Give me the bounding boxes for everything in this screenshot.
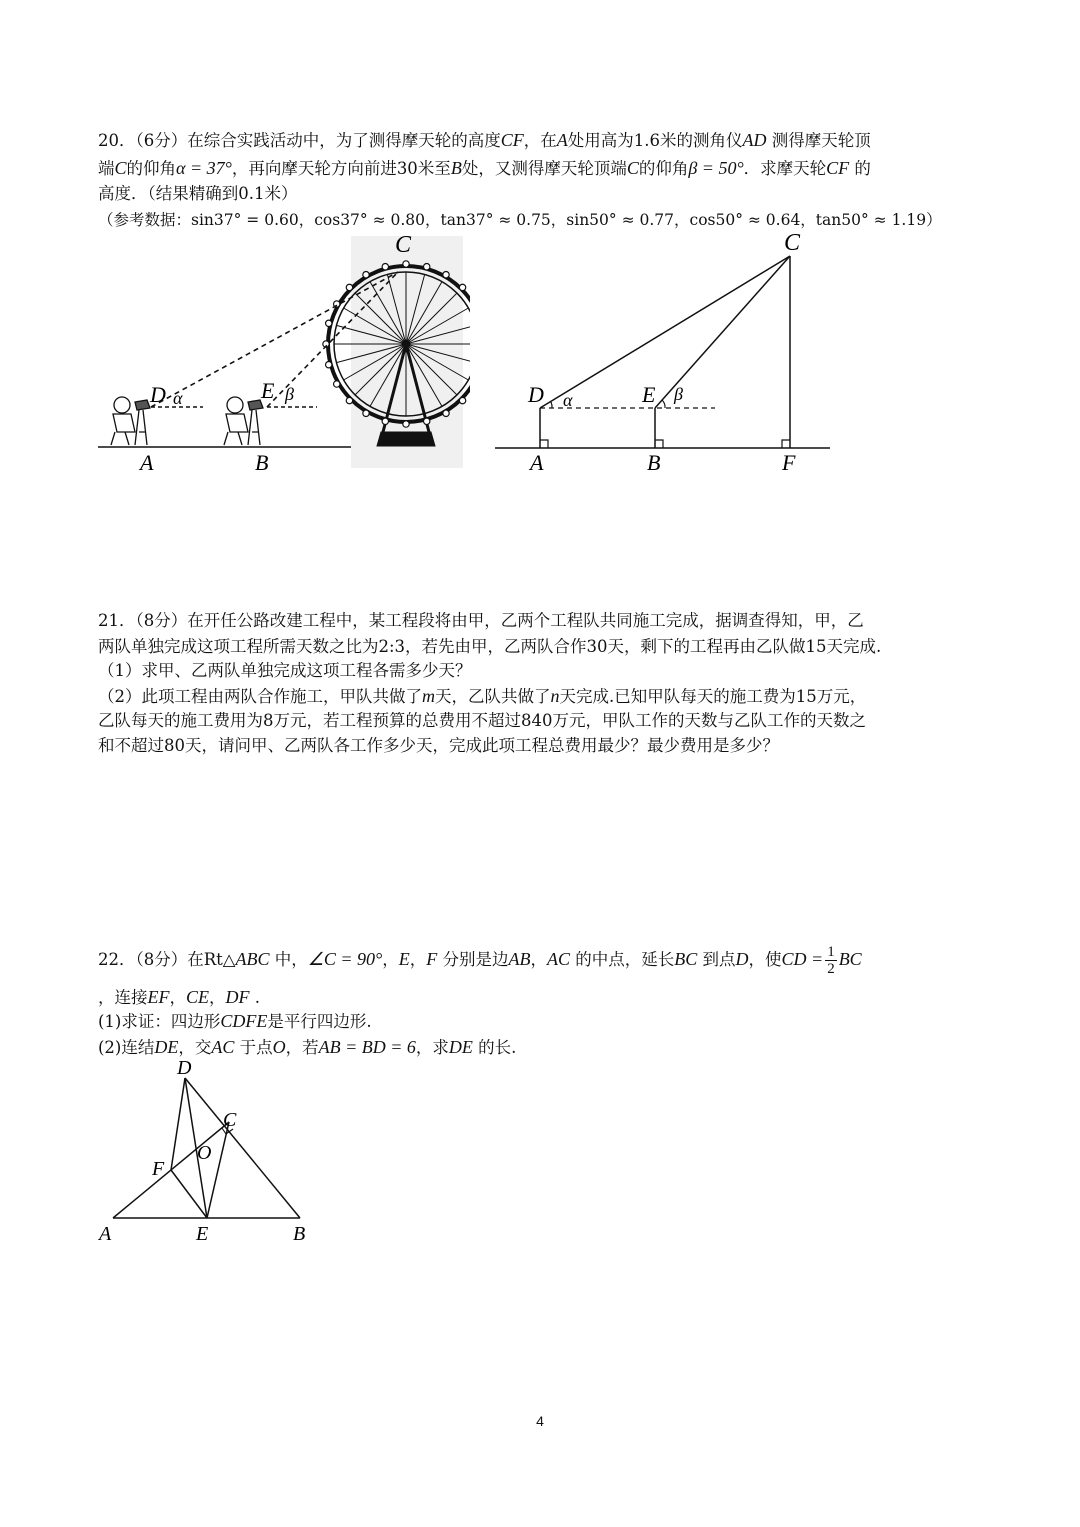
- q22-ef: EF: [147, 987, 170, 1007]
- q20-text: 的仰角: [126, 159, 177, 178]
- cabin-icon: [363, 272, 369, 278]
- q20-c: C: [626, 158, 639, 178]
- cabin-icon: [346, 284, 352, 290]
- q22-text: ，交: [178, 1038, 212, 1057]
- q22-df: DF: [225, 987, 250, 1007]
- q22-line2: [98, 986, 260, 1009]
- cabin-icon: [403, 261, 409, 267]
- q20-c: C: [114, 158, 127, 178]
- q22-text: (1)求证：四边形: [98, 1012, 221, 1031]
- q20-text: 的仰角: [638, 159, 689, 178]
- q20-line2: [98, 157, 871, 180]
- q22-angle: ∠C = 90°: [307, 949, 383, 969]
- label-d: D: [150, 382, 166, 407]
- right-angle-a: [540, 440, 548, 448]
- q22-ab: AB: [508, 949, 531, 969]
- label-e: E: [642, 382, 656, 407]
- q22-text: 的长.: [472, 1038, 517, 1057]
- q22-o: O: [272, 1037, 286, 1057]
- angle-beta-arc: [662, 400, 665, 408]
- q20-text: 处用高为1.6米的测角仪: [567, 131, 743, 150]
- q22-text: 到点: [697, 950, 736, 969]
- q22-triangle-figure: [95, 1058, 325, 1248]
- q20-beta: β = 50°: [688, 158, 744, 178]
- cabin-icon: [326, 320, 332, 326]
- q22-part2: [98, 1036, 516, 1059]
- q21-line1: 21．（8分）在开任公路改建工程中，某工程段将由甲，乙两个工程队共同施工完成，据调查得知，甲，乙: [98, 611, 864, 630]
- label-alpha: α: [563, 390, 573, 410]
- page-number: 4: [536, 1413, 544, 1429]
- q22-text: ，: [409, 950, 427, 969]
- label-o: O: [197, 1142, 212, 1164]
- q20-ferris-wheel-figure: [95, 232, 470, 477]
- label-a: A: [140, 450, 154, 475]
- q22-text: 于点: [234, 1038, 273, 1057]
- label-beta: β: [285, 384, 294, 404]
- q22-de: DE: [448, 1037, 473, 1057]
- q22-text: ，使: [748, 950, 782, 969]
- q22-abc: ABC: [235, 949, 270, 969]
- q20-text: 处，又测得摩天轮顶端: [461, 159, 627, 178]
- cabin-icon: [459, 284, 465, 290]
- q21-n: n: [550, 686, 560, 706]
- label-d: D: [177, 1058, 192, 1079]
- q22-part1: [98, 1010, 372, 1033]
- label-a: A: [530, 450, 544, 475]
- segment-ec: [207, 1122, 229, 1218]
- q22-bc: BC: [838, 949, 862, 969]
- q22-text: ，求: [415, 1038, 449, 1057]
- q22-text: 的中点，延长: [570, 950, 675, 969]
- q20-text: ．求摩天轮: [743, 159, 827, 178]
- label-c: C: [395, 232, 412, 258]
- q20-ad: AD: [742, 130, 767, 150]
- label-f: F: [782, 450, 796, 475]
- q20-text: 端: [98, 159, 115, 178]
- q21-m: m: [422, 686, 435, 706]
- right-angle-f: [782, 440, 790, 448]
- fraction-denominator: 2: [827, 961, 835, 977]
- label-c: C: [223, 1109, 237, 1131]
- cabin-icon: [363, 410, 369, 416]
- angle-alpha-arc: [551, 402, 552, 408]
- label-alpha: α: [173, 388, 183, 408]
- cabin-icon: [403, 421, 409, 427]
- q22-ac: AC: [211, 1037, 235, 1057]
- q21-text: 天，乙队共做了: [435, 687, 551, 706]
- q22-ce: CE: [186, 987, 210, 1007]
- q20-line3: 高度．（结果精确到0.1米）: [98, 184, 298, 203]
- q22-text: 是平行四边形.: [267, 1012, 372, 1031]
- q21-text: （2）此项工程由两队合作施工，甲队共做了: [98, 687, 422, 706]
- q21-text: 天完成.已知甲队每天的施工费为15万元，: [559, 687, 867, 706]
- observer-icon: [224, 397, 263, 445]
- q20-text: 的: [849, 159, 871, 178]
- cabin-icon: [346, 397, 352, 403]
- q21-part2-line2: 乙队每天的施工费用为8万元，若工程预算的总费用不超过840万元，甲队工作的天数与乙队工作的天数之: [98, 711, 866, 730]
- q22-cd: CD =: [781, 949, 824, 969]
- cabin-icon: [382, 264, 388, 270]
- cabin-icon: [382, 418, 388, 424]
- q22-line1: [98, 940, 862, 979]
- q22-bc: BC: [674, 949, 698, 969]
- q20-text: ，在: [523, 131, 557, 150]
- cabin-icon: [326, 362, 332, 368]
- label-a: A: [99, 1223, 112, 1245]
- q22-text: 22．（8分）在Rt△: [98, 950, 236, 969]
- label-e: E: [261, 378, 275, 403]
- cabin-icon: [459, 397, 465, 403]
- label-e: E: [196, 1223, 209, 1245]
- label-c: C: [784, 230, 801, 256]
- cabin-icon: [424, 418, 430, 424]
- q20-line1: [98, 129, 871, 152]
- right-angle-b: [655, 440, 663, 448]
- segment-dc: [540, 256, 790, 408]
- label-b: B: [647, 450, 661, 475]
- label-f: F: [152, 1158, 165, 1180]
- segment-fe: [171, 1170, 207, 1218]
- q22-cdfe: CDFE: [220, 1011, 268, 1031]
- q22-text: .: [249, 988, 261, 1007]
- cabin-icon: [443, 272, 449, 278]
- q20-cf: CF: [826, 158, 850, 178]
- q21-part2-line3: 和不超过80天，请问甲、乙两队各工作多少天，完成此项工程总费用最少？最少费用是多少？: [98, 736, 779, 755]
- q22-text: ，: [209, 988, 226, 1007]
- q20-b: B: [450, 158, 462, 178]
- q22-ac: AC: [547, 949, 571, 969]
- q22-de: DE: [154, 1037, 179, 1057]
- q22-text: ，: [530, 950, 547, 969]
- q20-text: ，再向摩天轮方向前进30米至: [231, 159, 451, 178]
- q20-text: 20．（6分）在综合实践活动中，为了测得摩天轮的高度: [98, 131, 501, 150]
- q22-text: ，: [169, 988, 186, 1007]
- q21-part2-line1: [98, 685, 866, 708]
- q20-reference-data: （参考数据：sin37° = 0.60，cos37° ≈ 0.80，tan37° ≈ 0.75，sin50° ≈ 0.77，cos50° ≈ 0.64，tan50° ≈ 1.19）: [98, 211, 942, 229]
- q20-a: A: [556, 130, 568, 150]
- cabin-icon: [424, 264, 430, 270]
- q22-text: ，若: [285, 1038, 319, 1057]
- label-b: B: [293, 1223, 306, 1245]
- label-beta: β: [674, 384, 683, 404]
- q22-f: F: [426, 949, 438, 969]
- q22-eq: AB = BD = 6: [318, 1037, 416, 1057]
- cabin-icon: [334, 381, 340, 387]
- q20-geometry-figure: [490, 228, 840, 478]
- q20-cf: CF: [500, 130, 524, 150]
- q21-line2: 两队单独完成这项工程所需天数之比为2:3，若先由甲，乙两队合作30天，剩下的工程再由乙队做15天完成.: [98, 637, 882, 656]
- label-b: B: [255, 450, 269, 475]
- segment-df: [171, 1078, 185, 1170]
- q21-part1: （1）求甲、乙两队单独完成这项工程各需多少天？: [98, 661, 472, 680]
- fraction-half: [825, 944, 837, 977]
- q22-text: 分别是边: [437, 950, 509, 969]
- fraction-numerator: 1: [827, 944, 835, 960]
- q22-text: ，连接: [98, 988, 148, 1007]
- label-d: D: [528, 382, 544, 407]
- q22-text: 中，: [269, 950, 308, 969]
- observer-icon: [111, 397, 150, 445]
- q22-e: E: [398, 949, 410, 969]
- cabin-icon: [443, 410, 449, 416]
- q20-alpha: α = 37°: [176, 158, 232, 178]
- q22-text: (2)连结: [98, 1038, 155, 1057]
- q22-text: ，: [382, 950, 399, 969]
- q22-d: D: [735, 949, 749, 969]
- q20-text: 测得摩天轮顶: [766, 131, 871, 150]
